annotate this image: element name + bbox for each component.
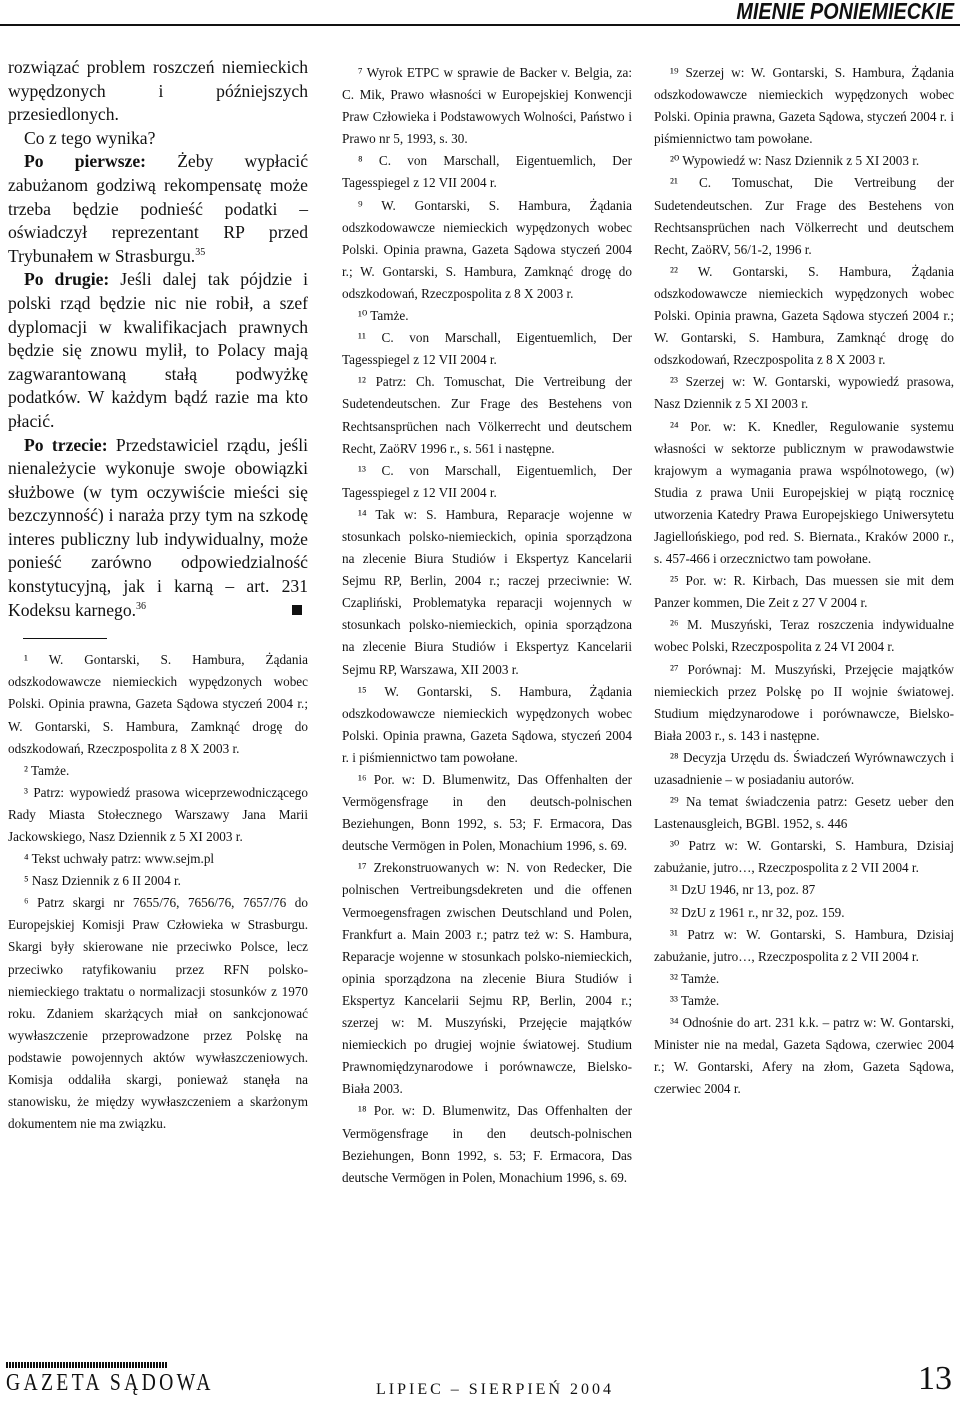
footnote-ref[interactable]: 36 [136, 600, 147, 612]
paragraph-lead: Po drugie: [24, 269, 110, 290]
paragraph-lead: Po pierwsze: [24, 151, 147, 172]
footnote: ¹⁰ Tamże. [358, 308, 409, 324]
paragraph [8, 434, 308, 623]
footnote: ²¹ C. Tomuschat, Die Vertreibung der Sudetendeutschen. Zur Frage des Bestehens von Rechtsansprüchen nach Völkerrecht und deutschem Recht, ZaöRV, 56/1-2, 1996 r. [654, 175, 954, 257]
footnote: ¹³ C. von Marschall, Eigentuemlich, Der Tagesspiegel z 12 VII 2004 r. [342, 462, 632, 500]
column-3 [654, 62, 954, 1100]
footnote: ¹⁹ Szerzej w: W. Gontarski, S. Hambura, Żądania odszkodowawcze niemieckich wypędzonych wobec Polski. Opinia prawna, Gazeta Sądowa, styczeń 2004 r. i piśmiennictwo tam powołane. [654, 65, 954, 147]
paragraph-lead: Po trzecie: [24, 434, 108, 455]
footer-decoration-bar [6, 1362, 168, 1368]
footnote: ⁵ Nasz Dziennik z 6 II 2004 r. [24, 873, 181, 889]
page-number: 13 [918, 1360, 952, 1397]
footnote: ¹⁸ Por. w: D. Blumenwitz, Das Offenhalten der Vermögensfrage in den deutsch-polnischen Beziehungen, Bonn 1992, s. 53; F. Ermacora, Das deutsche Vermögen in Polen, Monachium 1996, s. 69. [342, 1103, 632, 1185]
footnote: ¹⁴ Tak w: S. Hambura, Reparacje wojenne w stosunkach polsko-niemieckich, opinia sporządzona na zlecenie Biura Studiów i Ekspertyz Kancelarii Sejmu RP, Berlin, 2004 r.; raczej przeciwnie: W. Czapliński, Problematyka reparacji wojennych w stosunkach polsko-niemieckich, opinia sporządzona na zlecenie Biura Studiów i Ekspertyz Kancelarii Sejmu RP, Warszawa, XII 2003 r. [342, 506, 632, 677]
footnote: ²³ Szerzej w: W. Gontarski, wypowiedź prasowa, Nasz Dziennik z 5 XI 2003 r. [654, 374, 954, 412]
footnote: ³³ Tamże. [670, 992, 720, 1008]
footnote: ²² W. Gontarski, S. Hambura, Żądania odszkodowawcze niemieckich wypędzonych wobec Polski. Opinia prawna, Gazeta Sądowa styczeń 2004 r.; W. Gontarski, S. Hambura, Zamknąć drogę do odszkodowań, Rzeczpospolita z 8 X 2003 r. [654, 263, 954, 368]
footnote: ²⁴ Por. w: K. Knedler, Regulowanie systemu własności w sektorze publicznym w prawodawstwie krajowym a wymagania prawa wspólnotowego, (w) Studia z prawa Unii Europejskiej w piątą rocznicę utworzenia Katedry Prawa Europejskiego Uniwersytetu Jagiellońskiego, pod red. S. Biernata., Kraków 2000 r., s. 457-466 i orzecznictwo tam powołane. [654, 418, 954, 567]
header-rule [0, 24, 960, 26]
footnote: ⁸ C. von Marschall, Eigentuemlich, Der Tagesspiegel z 12 VII 2004 r. [342, 153, 632, 191]
footnote: ¹ W. Gontarski, S. Hambura, Żądania odszkodowawcze niemieckich wypędzonych wobec Polski. Opinia prawna, Gazeta Sądowa styczeń 2004 r.; W. Gontarski, S. Hambura, Zamknąć drogę do odszkodowań, Rzeczpospolita z 8 X 2003 r. [8, 652, 308, 756]
paragraph-body: Przedstawiciel rządu, jeśli nienależycie wykonuje swoje obowiązki służbowe (w tym oczywiście mieści się bezczynność) i naraża przy tym na szkodę interes publiczny lub indywidualny, może ponieść zarówno odpowiedzialność konstytucyjną, jak i karną – art. 231 Kodeksu karnego. [8, 434, 309, 620]
footnote: ²⁷ Porównaj: M. Muszyński, Przejęcie majątków niemieckich przez Polskę po II wojnie światowej. Studium międzynarodowe i porównawcze, Bielsko-Biała 2003 r., s. 143 i następne. [654, 661, 954, 743]
footnote-ref[interactable]: 35 [195, 246, 206, 258]
column-1 [8, 56, 308, 1135]
footnote: ¹⁵ W. Gontarski, S. Hambura, Żądania odszkodowawcze niemieckich wypędzonych wobec Polski. Opinia prawna, Gazeta Sądowa, styczeń 2004 r. i piśmiennictwo tam powołane. [342, 683, 632, 765]
paragraph: rozwiązać problem roszczeń niemieckich wypędzonych i późniejszych przesiedlonych. [8, 57, 308, 125]
footnote: ³⁰ Patrz w: W. Gontarski, S. Hambura, Dzisiaj zabużanie, jutro…, Rzeczpospolita z 2 VII 2004 r. [654, 838, 954, 876]
footnote: ⁴ Tekst uchwały patrz: www.sejm.pl [24, 851, 215, 867]
paragraph [8, 268, 308, 433]
footnote: ²⁵ Por. w: R. Kirbach, Das muessen sie mit dem Panzer kommen, Die Zeit z 27 V 2004 r. [654, 573, 954, 611]
footnotes-column-2 [342, 62, 632, 1189]
footnote: ³² DzU z 1961 r., nr 32, poz. 159. [670, 904, 845, 920]
footnotes-column-3 [654, 62, 954, 1100]
footnotes-column-1 [8, 649, 308, 1135]
footnote: ⁷ Wyrok ETPC w sprawie de Backer v. Belgia, za: C. Mik, Prawo własności w Europejskiej Konwencji Praw Człowieka i Podstawowych Wolności, Państwo i Prawo nr 5, 1993, s. 30. [342, 65, 632, 147]
footnote: ¹¹ C. von Marschall, Eigentuemlich, Der Tagesspiegel z 12 VII 2004 r. [342, 330, 632, 368]
footnote: ¹⁶ Por. w: D. Blumenwitz, Das Offenhalten der Vermögensfrage in den deutsch-polnischen Beziehungen, Bonn 1992, s. 53; F. Ermacora, Das deutsche Vermögen in Polen, Monachium 1996, s. 69. [342, 772, 632, 854]
footnote: ³¹ DzU 1946, nr 13, poz. 87 [670, 882, 816, 898]
publication-name: GAZETA SĄDOWA [6, 1370, 214, 1396]
footnote: ³¹ Patrz w: W. Gontarski, S. Hambura, Dzisiaj zabużanie, jutro…, Rzeczpospolita z 2 VII 2004 r. [654, 926, 954, 964]
footnote: ³⁴ Odnośnie do art. 231 k.k. – patrz w: W. Gontarski, Minister nie na medal, Gazeta Sądowa, czerwiec 2004 r.; W. Gontarski, Afery na złom, Gazeta Sądowa, czerwiec 2004 r. [654, 1015, 954, 1097]
end-of-article-mark [292, 605, 302, 615]
footnote: ²⁶ M. Muszyński, Teraz roszczenia indywidualne wobec Polski, Rzeczpospolita z 24 VI 2004 r. [654, 617, 954, 655]
footnote: ¹² Patrz: Ch. Tomuschat, Die Vertreibung der Sudetendeutschen. Zur Frage des Bestehens von Rechtsansprüchen nach Völkerrecht und deutschem Recht, ZaöRV 1996 r., s. 561 i następne. [342, 374, 632, 456]
footnote: ⁹ W. Gontarski, S. Hambura, Żądania odszkodowawcze niemieckich wypędzonych wobec Polski. Opinia prawna, Gazeta Sądowa styczeń 2004 r.; W. Gontarski, S. Hambura, Zamknąć drogę do odszkodowań, Rzeczpospolita z 8 X 2003 r. [342, 197, 632, 301]
footnote: ²⁸ Decyzja Urzędu ds. Świadczeń Wyrównawczych i uzasadnienie – w posiadaniu autorów. [654, 749, 954, 787]
paragraph: Co z tego wynika? [24, 127, 156, 148]
footnote: ⁶ Patrz skargi nr 7655/76, 7656/76, 7657/76 do Europejskiej Komisji Praw Człowieka w Strasburgu. Skargi były skierowane nie przeciwko Polsce, lecz przeciwko ratyfikowaniu przez RFN polsko-niemieckiego traktatu o normalizacji stosunków z 1970 roku. Zdaniem skarżących miał on sankcjonować wywłaszczenie przeprowadzone przez Polskę na podstawie powojennych aktów wywłaszczeniowych. Komisja oddaliła skargi, ponieważ stanęła na stanowisku, że między wywłaszczeniem a skarżonym dokumentem nie ma związku. [8, 895, 308, 1132]
footnote-separator [23, 638, 107, 639]
section-title: MIENIE PONIEMIECKIE [736, 0, 954, 24]
footnote: ³ Patrz: wypowiedź prasowa wiceprzewodniczącego Rady Miasta Stołecznego Warszawy Jana Marii Jackowskiego, Nasz Dziennik z 5 XI 2003 r. [8, 784, 308, 844]
main-article-text [8, 56, 308, 622]
column-2 [342, 62, 632, 1189]
footnote: ²⁹ Na temat świadczenia patrz: Gesetz ueber den Lastenausgleich, BGBl. 1952, s. 446 [654, 794, 954, 832]
footnote: ² Tamże. [24, 762, 70, 778]
paragraph [8, 150, 308, 268]
footnote: ¹⁷ Zrekonstruowanych w: N. von Redecker, Die polnischen Vertreibungsdekreten und die offenen Vermoegensfragen zwischen Deutschland und Polen, Frankfurt a. Main 2003 r.; patrz też w: S. Hambura, Reparacje wojenne w stosunkach polsko-niemieckich, opinia sporządzona na zlecenie Biura Studiów i Ekspertyz Kancelarii Sejmu RP, Berlin, 2004 r.; szerzej w: M. Muszyński, Przejęcie majątków niemieckich po drugiej wojnie światowej. Studium Prawnomiędzynarodowe i porównawcze, Bielsko-Biała 2003. [342, 860, 632, 1097]
issue-date: LIPIEC – SIERPIEŃ 2004 [376, 1381, 614, 1398]
footnote: ²⁰ Wypowiedź w: Nasz Dziennik z 5 XI 2003 r. [670, 153, 920, 169]
paragraph-body: Żeby wypłacić zabużanom godziwą rekompensatę może trzeba będzie podnieść podatki – oświadczył reprezentant RP przed Trybunałem w Strasburgu. [8, 151, 309, 266]
paragraph-body: Jeśli dalej tak pójdzie i polski rząd będzie nic nie robił, a szef dyplomacji w kwalifikacjach prawnych będzie się znowu mylił, to Polacy mają zagwarantowaną stałą podwyżkę podatków. W każdym bądź razie ma kto płacić. [8, 269, 308, 431]
footnote: ³² Tamże. [670, 970, 720, 986]
